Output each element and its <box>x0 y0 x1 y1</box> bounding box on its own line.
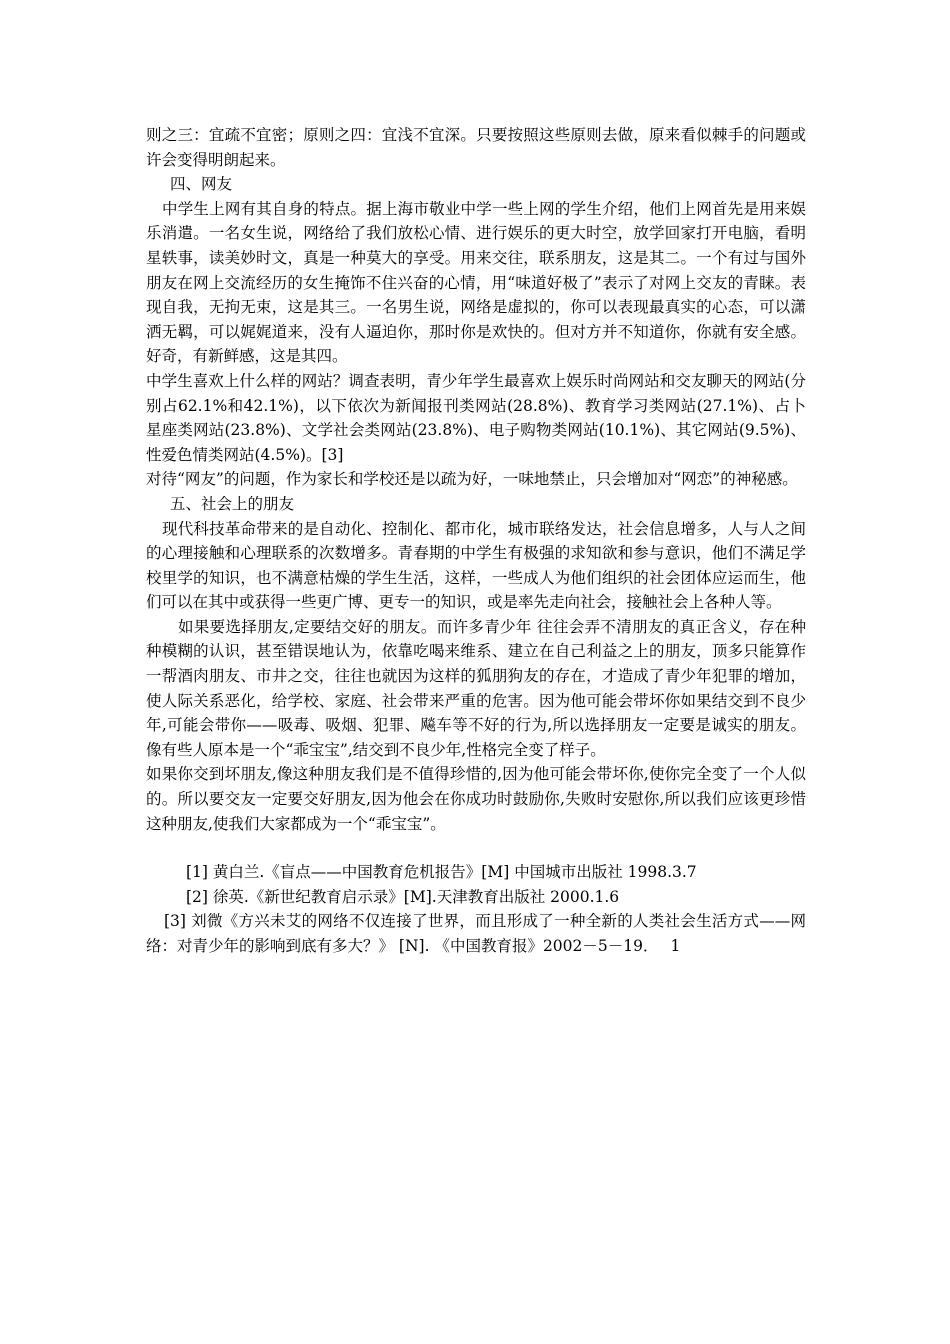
paragraph-website-survey: 中学生喜欢上什么样的网站？调查表明，青少年学生最喜欢上娱乐时尚网站和交友聊天的网站(分别占62.1%和42.1%)，以下依次为新闻报刊类网站(28.8%)、教育学习类网站(27.1%)、占卜星座类网站(23.8%)、文学社会类网站(23.8%)、电子购物类网站(10.1%)、其它网站(9.5%)、性爱色情类网站(4.5%)。[3] <box>146 371 806 464</box>
reference-2: [2] 徐英.《新世纪教育启示录》[M].天津教育出版社 2000.1.6 <box>186 887 620 906</box>
spacer <box>146 836 806 860</box>
document-page <box>146 123 806 959</box>
page-number: 1 <box>670 937 681 955</box>
reference-3 <box>146 909 806 958</box>
paragraph-online-features: 中学生上网有其自身的特点。据上海市敬业中学一些上网的学生介绍，他们上网首先是用来娱乐消遣。一名女生说，网络给了我们放松心情、进行娱乐的更大时空，放学回家打开电脑，看明星轶事，读美妙时文，真是一种莫大的享受。用来交往，联系朋友，这是其二。一个有过与国外朋友在网上交流经历的女生掩饰不住兴奋的心情，用“味道好极了”表示了对网上交友的青睐。表现自我，无拘无束，这是其三。一名男生说，网络是虚拟的，你可以表现最真实的心态，可以潇洒无羁，可以娓娓道来，没有人逼迫你，那时你是欢快的。但对方并不知道你，你就有安全感。好奇，有新鲜感，这是其四。 <box>146 199 806 366</box>
reference-3-text: [3] 刘微《方兴未艾的网络不仅连接了世界，而且形成了一种全新的人类社会生活方式——网络：对青少年的影响到底有多大？》 [N]. 《中国教育报》2002－5－19． <box>146 912 806 955</box>
paragraph-bad-friends: 如果你交到坏朋友,像这种朋友我们是不值得珍惜的,因为他可能会带坏你,使你完全变了一个人似的。所以要交友一定要交好朋友,因为他会在你成功时鼓励你,失败时安慰你,所以我们应该更珍惜这种朋友,使我们大家都成为一个“乖宝宝”。 <box>146 765 806 833</box>
paragraph-principles: 则之三：宜疏不宜密；原则之四：宜浅不宜深。只要按照这些原则去做，原来看似棘手的问题或许会变得明朗起来。 <box>146 126 806 169</box>
section-heading-social-friends: 五、社会上的朋友 <box>170 494 295 513</box>
paragraph-netfriend-advice: 对待“网友”的问题，作为家长和学校还是以疏为好，一味地禁止，只会增加对“网恋”的神秘感。 <box>146 470 798 489</box>
paragraph-choose-friends: 如果要选择朋友,定要结交好的朋友。而许多青少年 往往会弄不清朋友的真正含义，存在种种模糊的认识，甚至错误地认为，依靠吃喝来维系、建立在自己利益之上的朋友，顶多只能算作一帮酒肉朋友、市井之交，往往也就因为这样的狐朋狗友的存在，才造成了青少年犯罪的增加，使人际关系恶化，给学校、家庭、社会带来严重的危害。因为他可能会带坏你如果结交到不良少年,可能会带你——吸毒、吸烟、犯罪、飚车等不好的行为,所以选择朋友一定要是诚实的朋友。像有些人原本是一个“乖宝宝”,结交到不良少年,性格完全变了样子。 <box>146 617 806 759</box>
paragraph-technology-revolution: 现代科技革命带来的是自动化、控制化、都市化，城市联络发达，社会信息增多，人与人之间的心理接触和心理联系的次数增多。青春期的中学生有极强的求知欲和参与意识，他们不满足学校里学的知识，也不满意枯燥的学生生活，这样，一些成人为他们组织的社会团体应运而生，他们可以在其中或获得一些更广博、更专一的知识，或是率先走向社会，接触社会上各种人等。 <box>146 519 806 612</box>
section-heading-netfriends: 四、网友 <box>170 175 233 194</box>
reference-1: [1] 黄白兰.《盲点——中国教育危机报告》[M] 中国城市出版社 1998.3.7 <box>186 863 697 882</box>
